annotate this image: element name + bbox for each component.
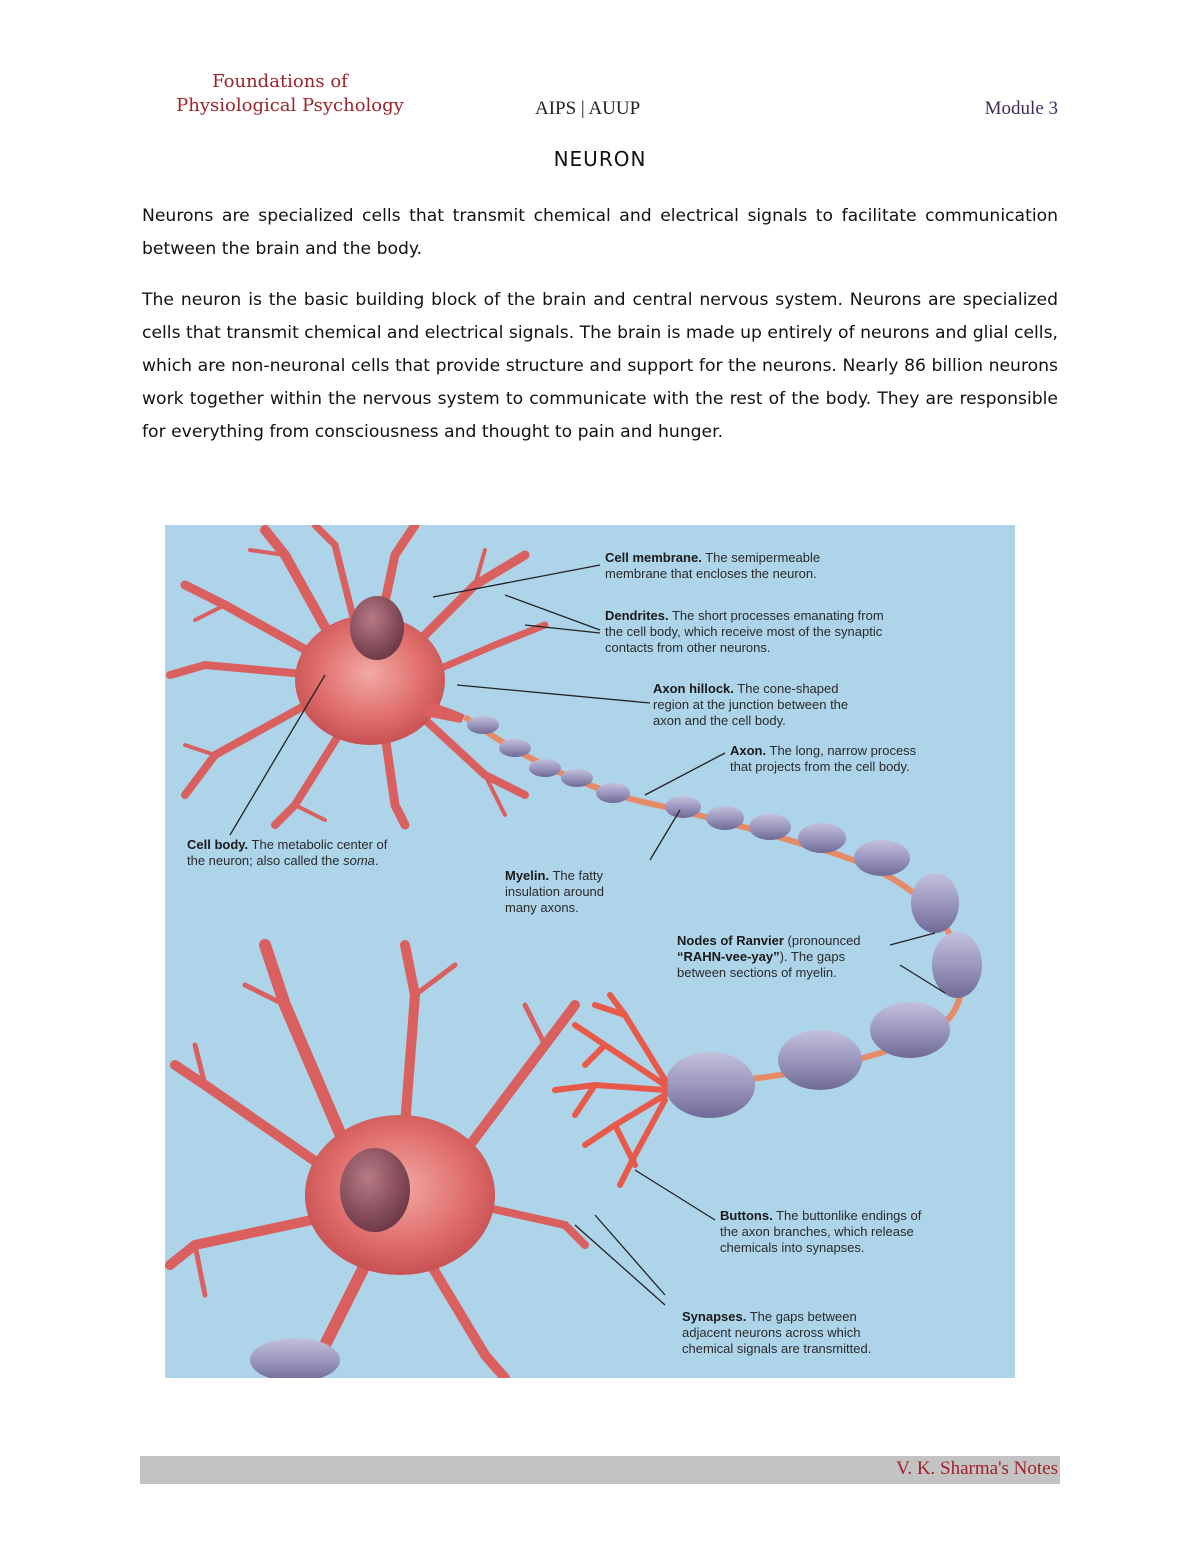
neuron-diagram — [165, 525, 1015, 1378]
label-buttons: Buttons. The buttonlike endings of the axon branches, which release chemicals into synapses. — [720, 1208, 922, 1255]
course-title-line2: Physiological Psychology — [176, 95, 404, 116]
label-myelin: Myelin. The fatty insulation around many axons. — [505, 868, 605, 915]
page-title: NEURON — [553, 147, 647, 171]
footer-note: V. K. Sharma's Notes — [896, 1458, 1058, 1479]
upper-nucleus — [350, 596, 404, 660]
paragraph-detail: The neuron is the basic building block of the brain and central nervous system. Neurons are specialized cells that transmit chemical and electrical signals. The brain is made up entirely of neurons and glial cells, which are non-neuronal cells that provide structure and support for the neurons. Nearly 86 billion neurons work together within the nervous system to communicate with the rest of the body. They are responsible for everything from consciousness and thought to pain and hunger. — [142, 290, 1058, 442]
paragraph-intro: Neurons are specialized cells that transmit chemical and electrical signals to facilitate communication between the brain and the body. — [142, 206, 1058, 259]
label-cell-body: Cell body. The metabolic center of the neuron; also called the soma. — [187, 837, 388, 868]
label-synapses: Synapses. The gaps between adjacent neurons across which chemical signals are transmitted. — [682, 1309, 872, 1356]
institution-label: AIPS | AUUP — [535, 98, 641, 119]
label-dendrites: Dendrites. The short processes emanating from the cell body, which receive most of the synaptic contacts from other neurons. — [605, 608, 884, 655]
label-cell-membrane: Cell membrane. The semipermeable membrane that encloses the neuron. — [605, 550, 821, 581]
label-nodes-of-ranvier: Nodes of Ranvier (pronounced “RAHN-vee-yay”). The gaps between sections of myelin. — [677, 933, 861, 980]
module-label: Module 3 — [984, 98, 1058, 119]
label-axon: Axon. The long, narrow process that projects from the cell body. — [730, 743, 917, 774]
course-title — [140, 70, 440, 118]
diagram-background — [165, 525, 1015, 1378]
lower-nucleus — [340, 1148, 410, 1232]
course-title-line1: Foundations of — [212, 71, 348, 92]
label-axon-hillock: Axon hillock. The cone-shaped region at the junction between the axon and the cell body. — [653, 681, 849, 728]
